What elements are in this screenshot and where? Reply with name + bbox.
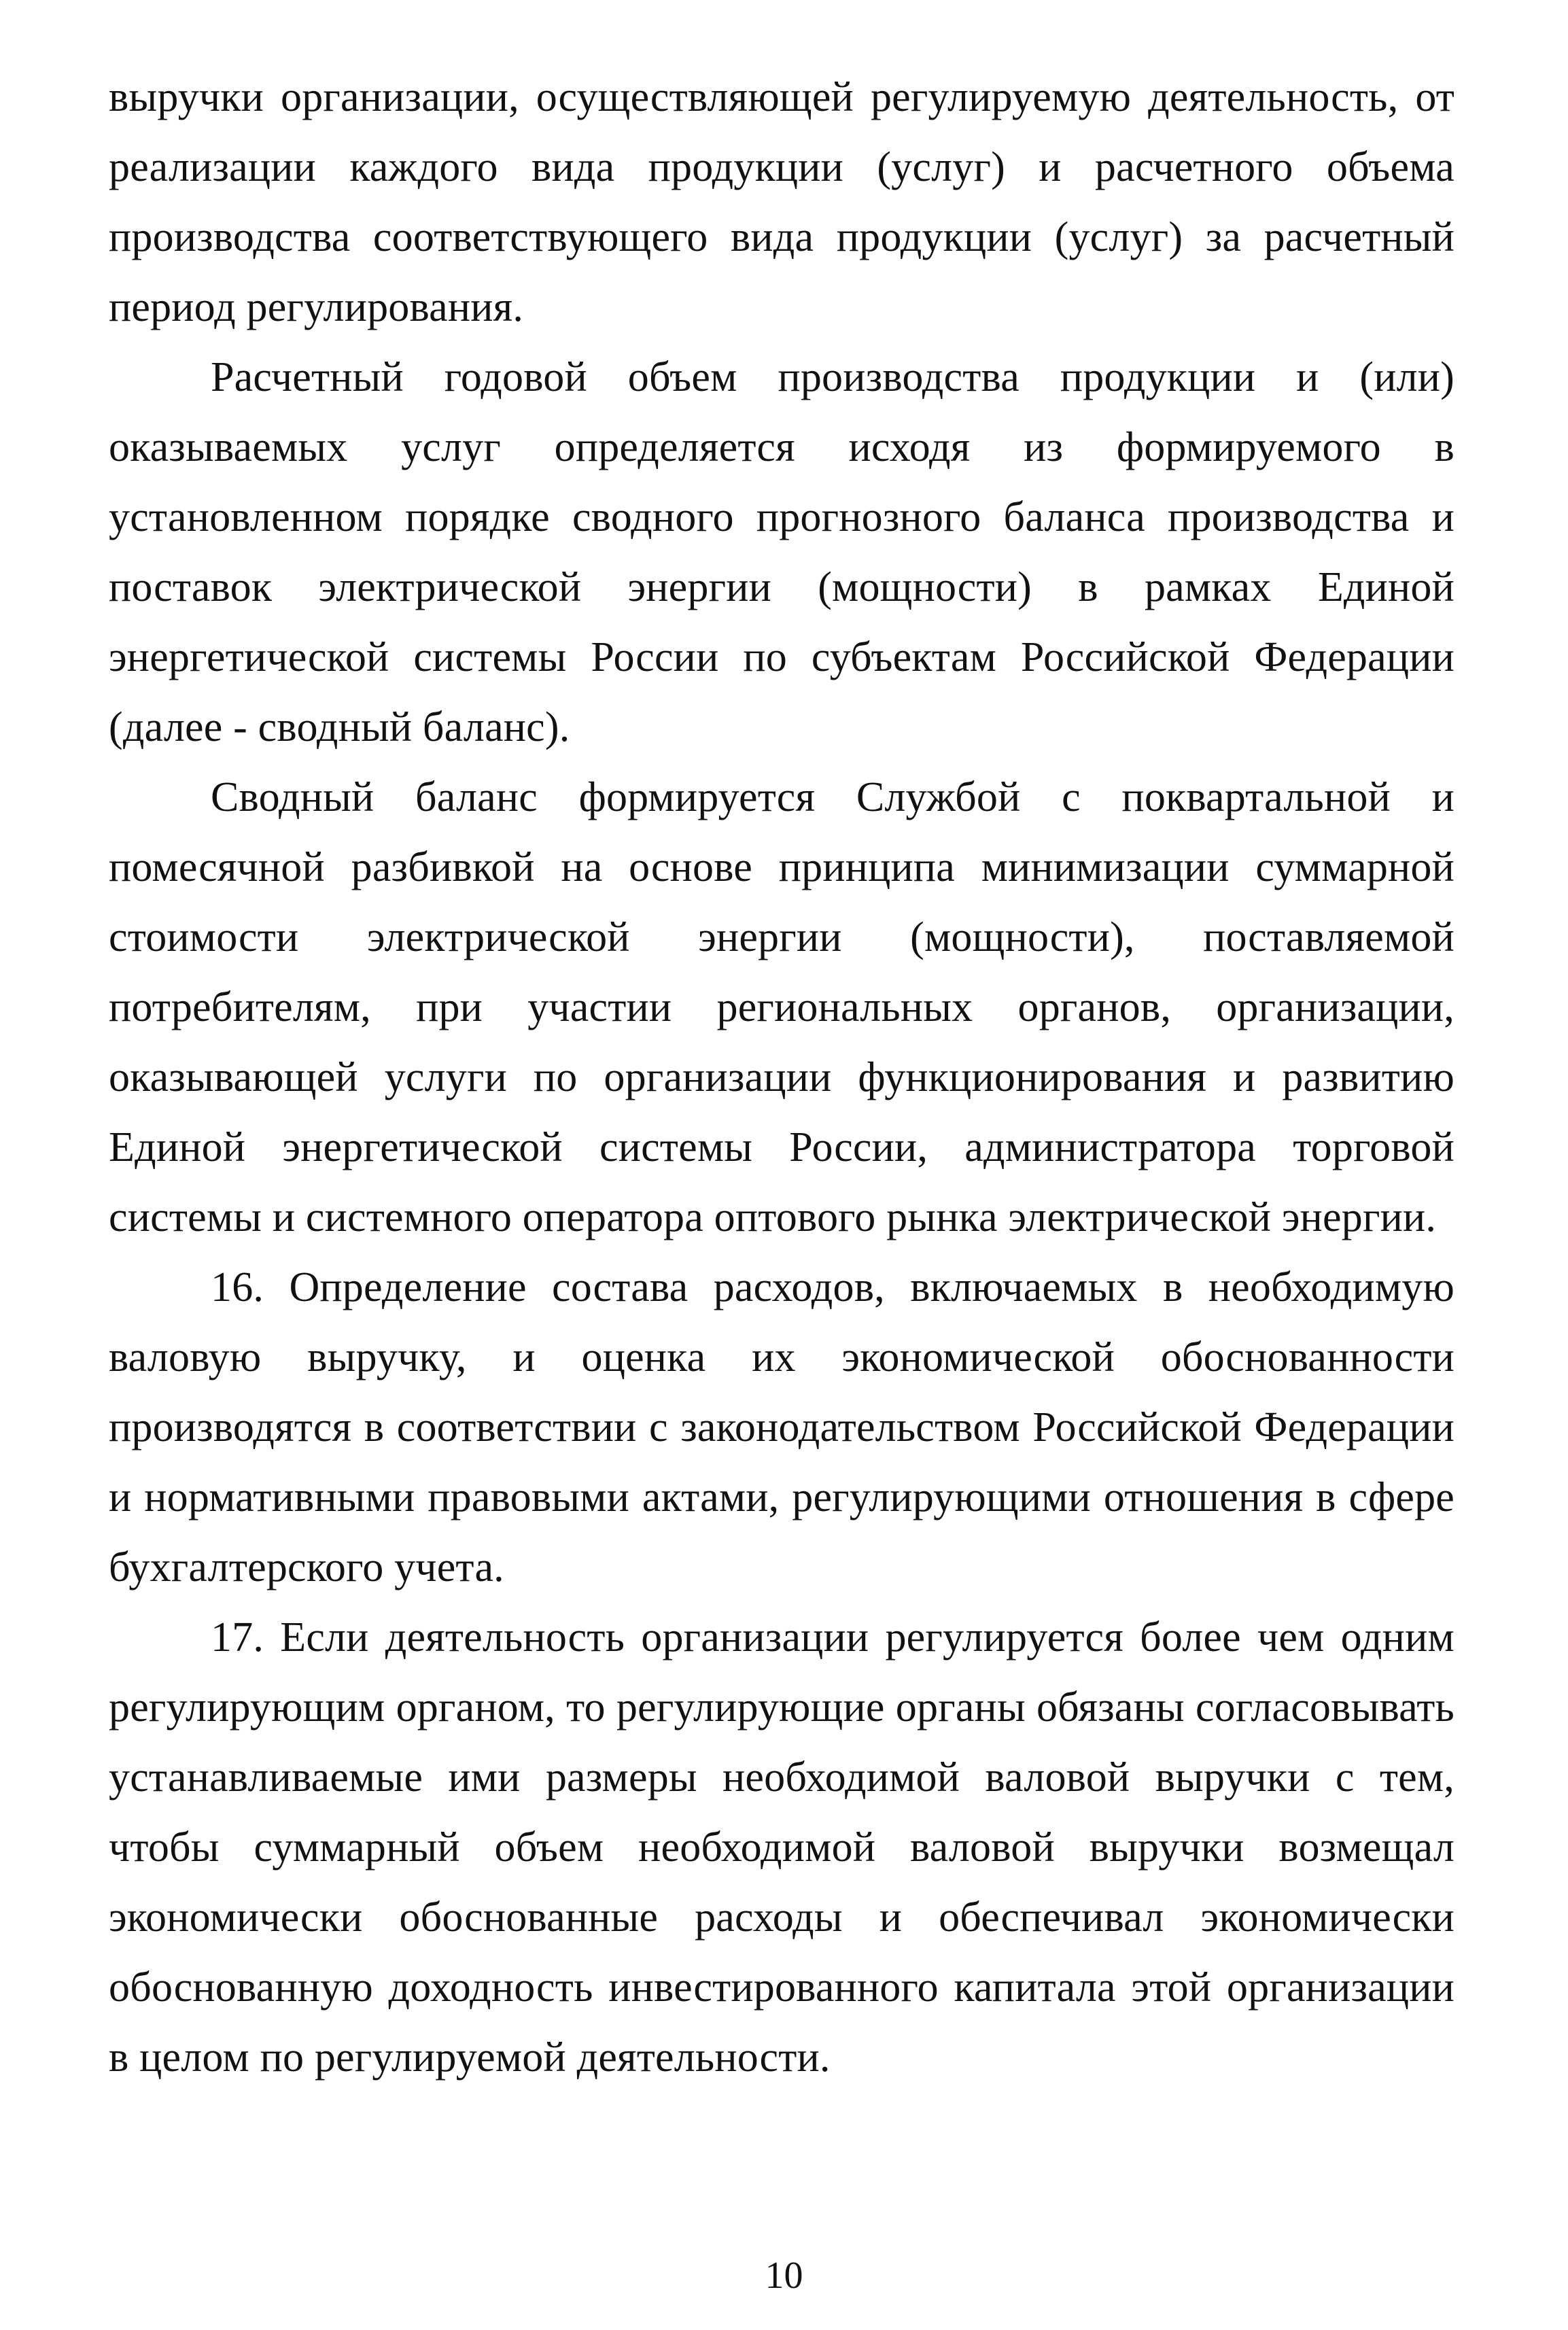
paragraph-continuation: выручки организации, осуществляющей регулируемую деятельность, от реализации каждого вида продукции (услуг) и расчетного объема производства соответствующего вида продукции (услуг) за расчетный период регулирования.: [109, 74, 1454, 330]
paragraph-list: [109, 63, 1454, 2093]
paragraph-summary-balance: Сводный баланс формируется Службой с поквартальной и помесячной разбивкой на основе принципа минимизации суммарной стоимости электрической энергии (мощности), поставляемой потребителям, при участии региональных органов, организации, оказывающей услуги по организации функционирования и развитию Единой энергетической системы России, администратора торговой системы и системного оператора оптового рынка электрической энергии.: [109, 774, 1454, 1240]
document-body: [109, 63, 1454, 2093]
paragraph-item-17: 17. Если деятельность организации регулируется более чем одним регулирующим органом, то регулирующие органы обязаны согласовывать устанавливаемые ими размеры необходимой валовой выручки с тем, чтобы суммарный объем необходимой валовой выручки возмещал экономически обоснованные расходы и обеспечивал экономически обоснованную доходность инвестированного капитала этой организации в целом по регулируемой деятельности.: [109, 1614, 1454, 2081]
paragraph-item-16: 16. Определение состава расходов, включаемых в необходимую валовую выручку, и оценка их экономической обоснованности производятся в соответствии с законодательством Российской Федерации и нормативными правовыми актами, регулирующими отношения в сфере бухгалтерского учета.: [109, 1264, 1454, 1590]
paragraph-annual-volume: Расчетный годовой объем производства продукции и (или) оказываемых услуг определяется исходя из формируемого в установленном порядке сводного прогнозного баланса производства и поставок электрической энергии (мощности) в рамках Единой энергетической системы России по субъектам Российской Федерации (далее - сводный баланс).: [109, 354, 1454, 750]
page-number: 10: [765, 2255, 803, 2297]
